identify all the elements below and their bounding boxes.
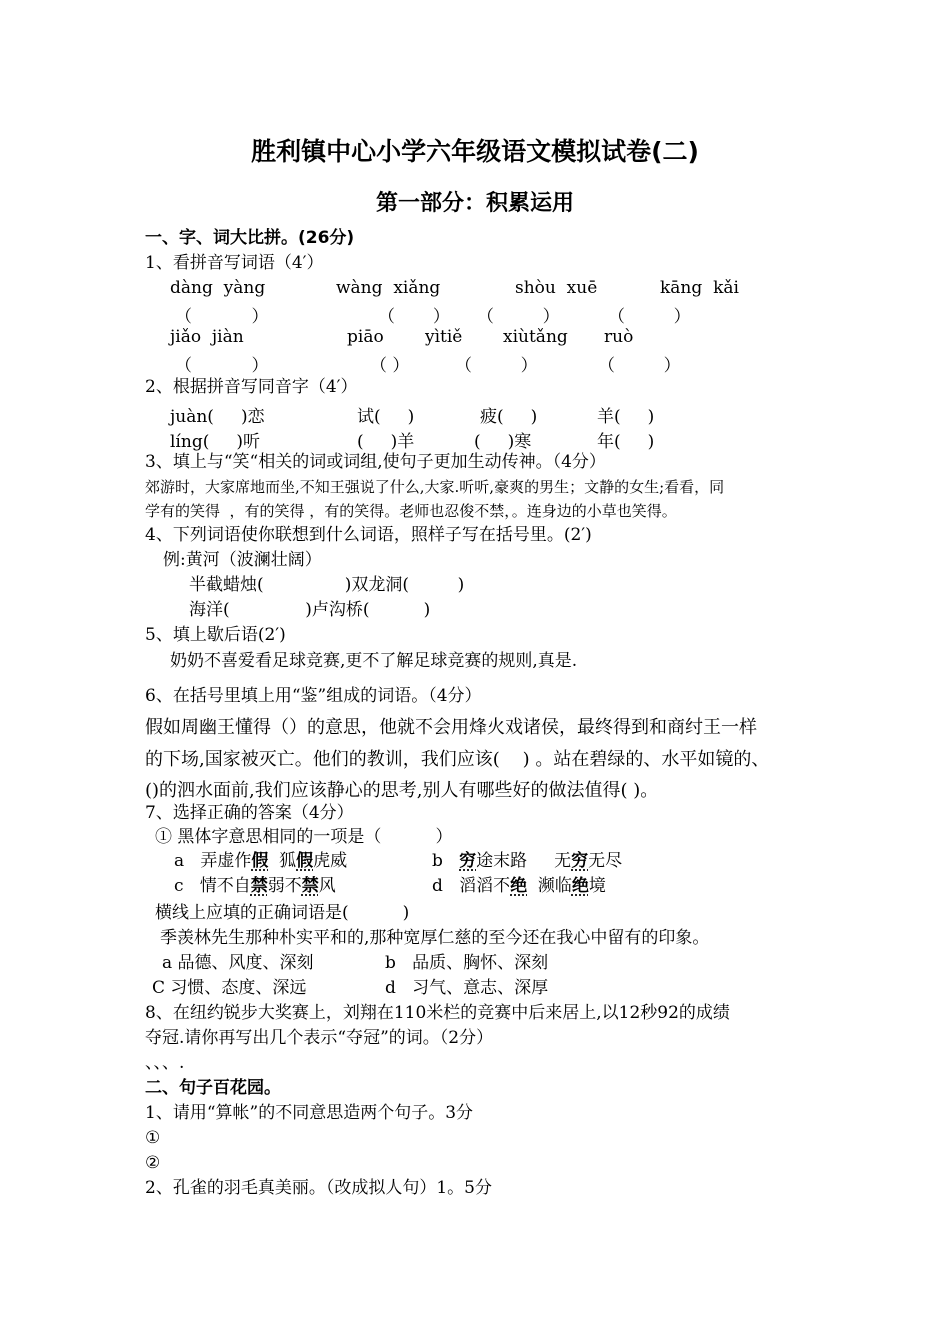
option-a: a 弄虚作假 狐假虎威	[174, 851, 348, 871]
choice-c: C 习惯、态度、深远	[152, 978, 307, 998]
option-b: b 穷途末路 无穷无尽	[432, 851, 623, 871]
option-c: c 情不自禁弱不禁风	[174, 876, 336, 896]
section-2-heading: 二、句子百花园。	[145, 1078, 281, 1098]
choice-d: d 习气、意志、深厚	[385, 978, 549, 998]
s2-q1: 1、请用“算帐”的不同意思造两个句子。3分	[145, 1103, 474, 1123]
answer-blank: （ ）	[477, 307, 560, 327]
exam-title: 胜利镇中心小学六年级语文模拟试卷(二)	[251, 137, 699, 166]
section-1-heading: 一、字、词大比拼。(26分)	[145, 228, 355, 248]
pinyin-6: piāo	[347, 327, 384, 347]
s2-marker-2: ②	[145, 1153, 161, 1173]
q5-text: 奶奶不喜爱看足球竞赛,更不了解足球竞赛的规则,真是.	[170, 651, 578, 671]
q6-text-line: 假如周幽王懂得（）的意思，他就不会用烽火戏诸侯，最终得到和商纣王一样	[145, 717, 757, 738]
answer-blank: （ ）	[608, 307, 691, 327]
q4-example: 例:黄河（波澜壮阔）	[163, 550, 322, 570]
q8-text-line: 8、在纽约锐步大奖赛上，刘翔在110米栏的竞赛中后来居上,以12秒92的成绩	[145, 1003, 730, 1023]
q7-sub2: 横线上应填的正确词语是( )	[155, 903, 410, 923]
q7-sentence: 季羡林先生那种朴实平和的,那种宽厚仁慈的至今还在我心中留有的印象。	[160, 928, 710, 948]
q4-row: 半截蜡烛( )双龙洞( )	[189, 575, 465, 595]
homophone-item: 试( )	[357, 407, 415, 427]
choice-a: a 品德、风度、深刻	[162, 953, 314, 973]
part-subtitle: 第一部分：积累运用	[375, 191, 574, 216]
s2-marker-1: ①	[145, 1128, 161, 1148]
q6-label: 6、在括号里填上用“鉴”组成的词语。（4分）	[145, 686, 482, 706]
q6-text-line: 的下场,国家被灭亡。他们的教训，我们应该( ) 。站在碧绿的、水平如镜的、	[145, 749, 770, 770]
q4-row: 海洋( )卢沟桥( )	[189, 600, 431, 620]
homophone-item: ( )寒	[474, 432, 532, 452]
pinyin-9: ruò	[604, 327, 634, 347]
q5-label: 5、填上歇后语(2′)	[145, 625, 286, 645]
homophone-item: 年( )	[597, 432, 655, 452]
q8-text-line: 夺冠.请你再写出几个表示“夺冠”的词。（2分）	[145, 1028, 494, 1048]
q7-label: 7、选择正确的答案（4分）	[145, 803, 354, 823]
s2-q2: 2、孔雀的羽毛真美丽。（改成拟人句）1。5分	[145, 1178, 492, 1198]
q7-sub1: ① 黑体字意思相同的一项是（ ）	[155, 827, 453, 847]
answer-blank: （ ）	[598, 356, 681, 376]
q4-label: 4、下列词语使你联想到什么词语，照样子写在括号里。(2′)	[145, 525, 592, 545]
answer-blank: （ ）	[370, 356, 410, 376]
pinyin-8: xiùtǎng	[503, 327, 568, 347]
q8-text-line: 、、、.	[145, 1053, 185, 1073]
option-d: d 滔滔不绝 濒临绝境	[432, 876, 606, 896]
homophone-item: 疲( )	[480, 407, 538, 427]
homophone-item: líng( )听	[170, 432, 260, 452]
q2-label: 2、根据拼音写同音字（4′）	[145, 377, 358, 397]
answer-blank: （ ）	[175, 356, 269, 376]
homophone-item: 羊( )	[597, 407, 655, 427]
q3-text-line: 郊游时，大家席地而坐,不知王强说了什么,大家.听听,豪爽的男生；文静的女生;看看，同	[145, 478, 725, 496]
answer-blank: （ ）	[455, 356, 538, 376]
pinyin-3: shòu xuē	[515, 278, 598, 298]
q6-text-line: ()的泗水面前,我们应该静心的思考,别人有哪些好的做法值得( )。	[145, 780, 659, 801]
q3-label: 3、填上与“笑“相关的词或词组,使句子更加生动传神。（4分）	[145, 452, 606, 472]
pinyin-1: dàng yàng	[170, 278, 266, 298]
q3-text-line: 学有的笑得 ，有的笑得 ，有的笑得。老师也忍俊不禁，。连身边的小草也笑得。	[145, 502, 677, 520]
pinyin-7: yìtiě	[425, 327, 463, 347]
q1-label: 1、看拼音写词语（4′）	[145, 253, 324, 273]
homophone-item: juàn( )恋	[170, 407, 265, 427]
homophone-item: ( )羊	[357, 432, 415, 452]
pinyin-5: jiǎo jiàn	[170, 327, 244, 347]
pinyin-2: wàng xiǎng	[336, 278, 441, 298]
answer-blank: （ ）	[378, 307, 450, 327]
answer-blank: （ ）	[175, 307, 269, 327]
choice-b: b 品质、胸怀、深刻	[385, 953, 549, 973]
pinyin-4: kāng kǎi	[660, 278, 739, 298]
